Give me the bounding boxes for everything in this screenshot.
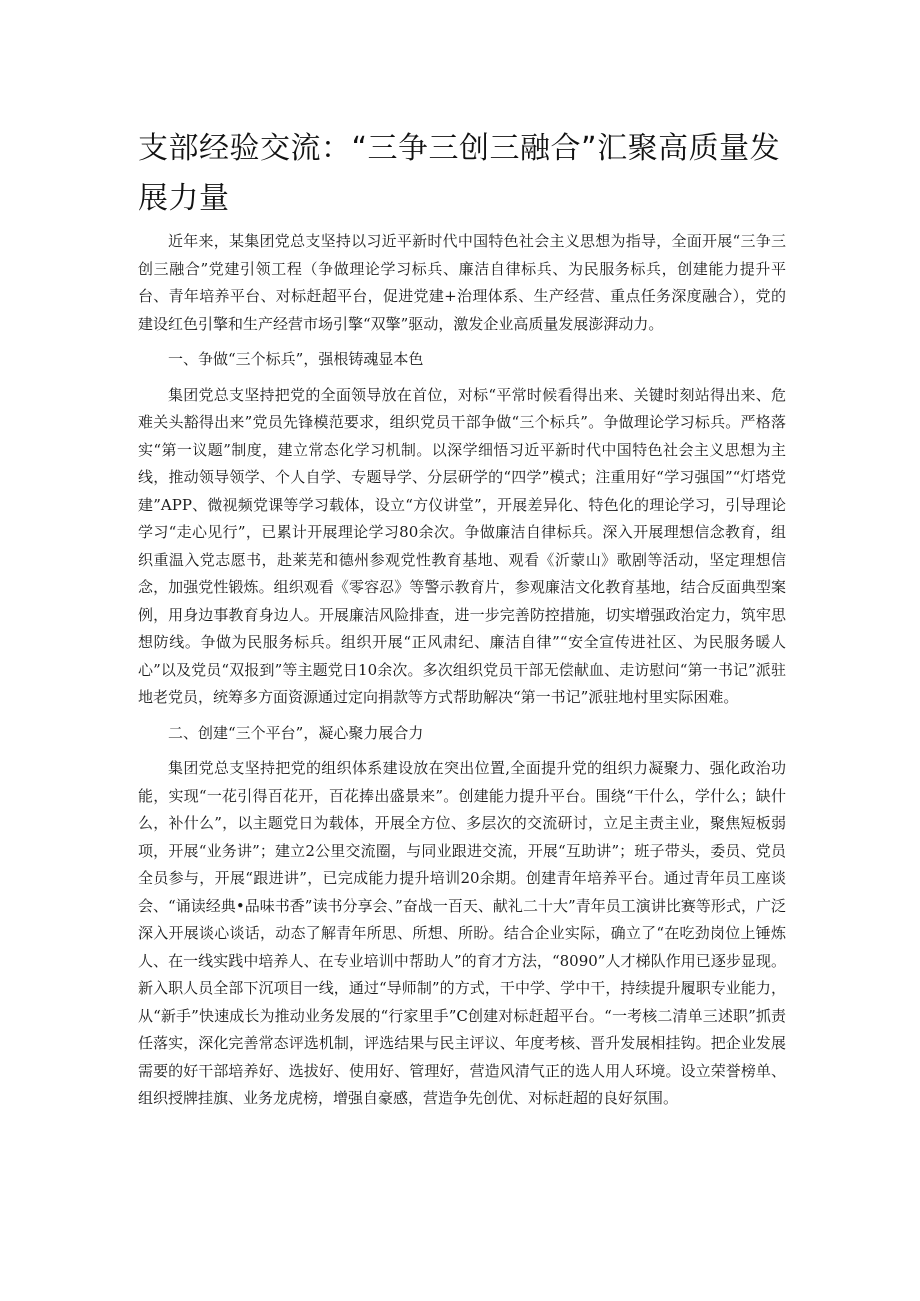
document-title: 支部经验交流：“三争三创三融合”汇聚高质量发展力量 — [138, 131, 781, 216]
document-body — [138, 228, 786, 1121]
section-1-heading: 一、争做“三个标兵”，强根铸魂显本色 — [168, 350, 424, 368]
intro-paragraph: 近年来，某集团党总支坚持以习近平新时代中国特色社会主义思想为指导，全面开展“三争三创三融合”党建引领工程（争做理论学习标兵、廉洁自律标兵、为民服务标兵，创建能力提升平台、青年培养平台、对标赶超平台，促进党建+治理体系、生产经营、重点任务深度融合），党的建设红色引擎和生产经营市场引擎“双擎”驱动，激发企业高质量发展澎湃动力。 — [138, 232, 786, 333]
section-2-paragraph: 集团党总支坚持把党的组织体系建设放在突出位置,全面提升党的组织力凝聚力、强化政治功能，实现“一花引得百花开，百花捧出盛景来”。创建能力提升平台。围绕“干什么，学什么；缺什么，补什么”，以主题党日为载体，开展全方位、多层次的交流研讨，立足主责主业，聚焦短板弱项，开展“业务讲”；建立2公里交流圈，与同业跟进交流，开展“互助讲”；班子带头，委员、党员全员参与，开展“跟进讲”，已完成能力提升培训20余期。创建青年培养平台。通过青年员工座谈会、“诵读经典•品味书香”读书分享会、”奋战一百天、献礼二十大”青年员工演讲比赛等形式，广泛深入开展谈心谈话，动态了解青年所思、所想、所盼。结合企业实际，确立了“在吃劲岗位上锤炼人、在一线实践中培养人、在专业培训中帮助人”的育才方法，“8090”人才梯队作用已逐步显现。新入职人员全部下沉项目一线，通过“导师制”的方式，干中学、学中干，持续提升履职专业能力，从“新手”快速成长为推动业务发展的“行家里手”C创建对标赶超平台。“一考核二清单三述职”抓责任落实，深化完善常态评选机制，评选结果与民主评议、年度考核、晋升发展相挂钩。把企业发展需要的好干部培养好、选拔好、使用好、管理好，营造风清气正的选人用人环境。设立荣誉榜单、组织授牌挂旗、业务龙虎榜，增强自豪感，营造争先创优、对标赶超的良好氛围。 — [138, 759, 786, 1107]
section-2-heading: 二、创建“三个平台”，凝心聚力展合力 — [168, 723, 424, 742]
section-1-paragraph: 集团党总支坚持把党的全面领导放在首位，对标“平常时候看得出来、关键时刻站得出来、危难关头豁得出来”党员先锋模范要求，组织党员干部争做“三个标兵”。争做理论学习标兵。严格落实“第一议题”制度，建立常态化学习机制。以深学细悟习近平新时代中国特色社会主义思想为主线，推动领导领学、个人自学、专题导学、分层研学的“四学”模式；注重用好“学习强国”“灯塔党建”APP、微视频党课等学习载体，设立“方仪讲堂”，开展差异化、特色化的理论学习，引导理论学习“走心见行”，已累计开展理论学习80余次。争做廉洁自律标兵。深入开展理想信念教育，组织重温入党志愿书，赴莱芜和德州参观党性教育基地、观看《沂蒙山》歌剧等活动，坚定理想信念，加强党性锻炼。组织观看《零容忍》等警示教育片，参观廉洁文化教育基地，结合反面典型案例，用身边事教育身边人。开展廉洁风险排查，进一步完善防控措施，切实增强政治定力，筑牢思想防线。争做为民服务标兵。组织开展“正风肃纪、廉洁自律”“安全宣传进社区、为民服务暖人心”以及党员“双报到”等主题党日10余次。多次组织党员干部无偿献血、走访慰问“第一书记”派驻地老党员，统筹多方面资源通过定向捐款等方式帮助解决“第一书记”派驻地村里实际困难。 — [138, 385, 786, 706]
